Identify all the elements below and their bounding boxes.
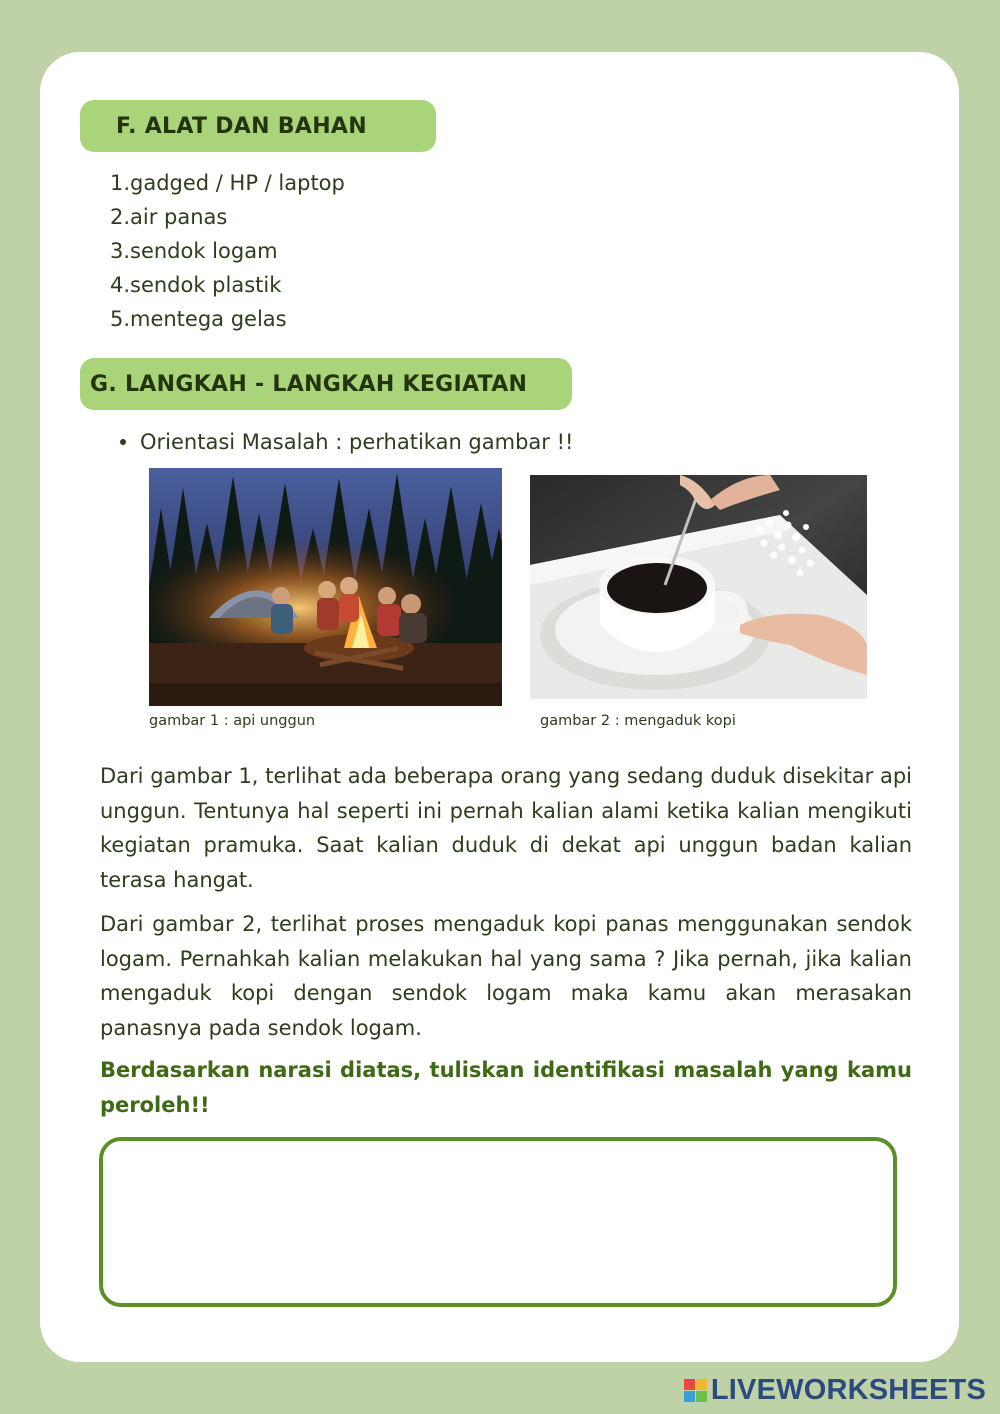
materials-list [100,166,345,336]
list-item: 5. mentega gelas [109,307,287,331]
list-item: 1. gadged / HP / laptop [109,171,345,195]
coffee-photo [530,475,867,699]
list-item: 4. sendok plastik [109,273,282,297]
image-caption-2: gambar 2 : mengaduk kopi [540,713,736,729]
liveworksheets-brand [684,1374,986,1407]
section-g-header [80,358,572,410]
campfire-photo [149,468,502,706]
bullet-icon [120,439,126,445]
orientation-bullet: Orientasi Masalah : perhatikan gambar !! [120,426,573,458]
liveworksheets-logo-icon [684,1379,707,1402]
section-g-title: G. LANGKAH - LANGKAH KEGIATAN [90,371,528,397]
image-caption-1: gambar 1 : api unggun [149,713,316,729]
list-item: 2. air panas [109,205,228,229]
section-f-header [80,100,436,152]
instruction-text: Berdasarkan narasi diatas, tuliskan identifikasi masalah yang kamu peroleh!! [100,1058,912,1117]
paragraph-2: Dari gambar 2, terlihat proses mengaduk kopi panas menggunakan sendok logam. Pernahkah kalian melakukan hal yang sama ? Jika pernah, jika kalian mengaduk kopi dengan sendok logam maka kamu akan merasakan panasnya pada sendok logam. [100,912,912,1040]
brand-name: LIVEWORKSHEETS [710,1374,986,1406]
section-f-title: F. ALAT DAN BAHAN [116,113,367,139]
answer-input-box[interactable] [99,1137,897,1307]
list-item: 3. sendok logam [109,239,278,263]
paragraph-1: Dari gambar 1, terlihat ada beberapa orang yang sedang duduk disekitar api unggun. Tentunya hal seperti ini pernah kalian alami ketika kalian mengikuti kegiatan pramuka. Saat kalian duduk di dekat api unggun badan kalian terasa hangat. [100,764,912,892]
